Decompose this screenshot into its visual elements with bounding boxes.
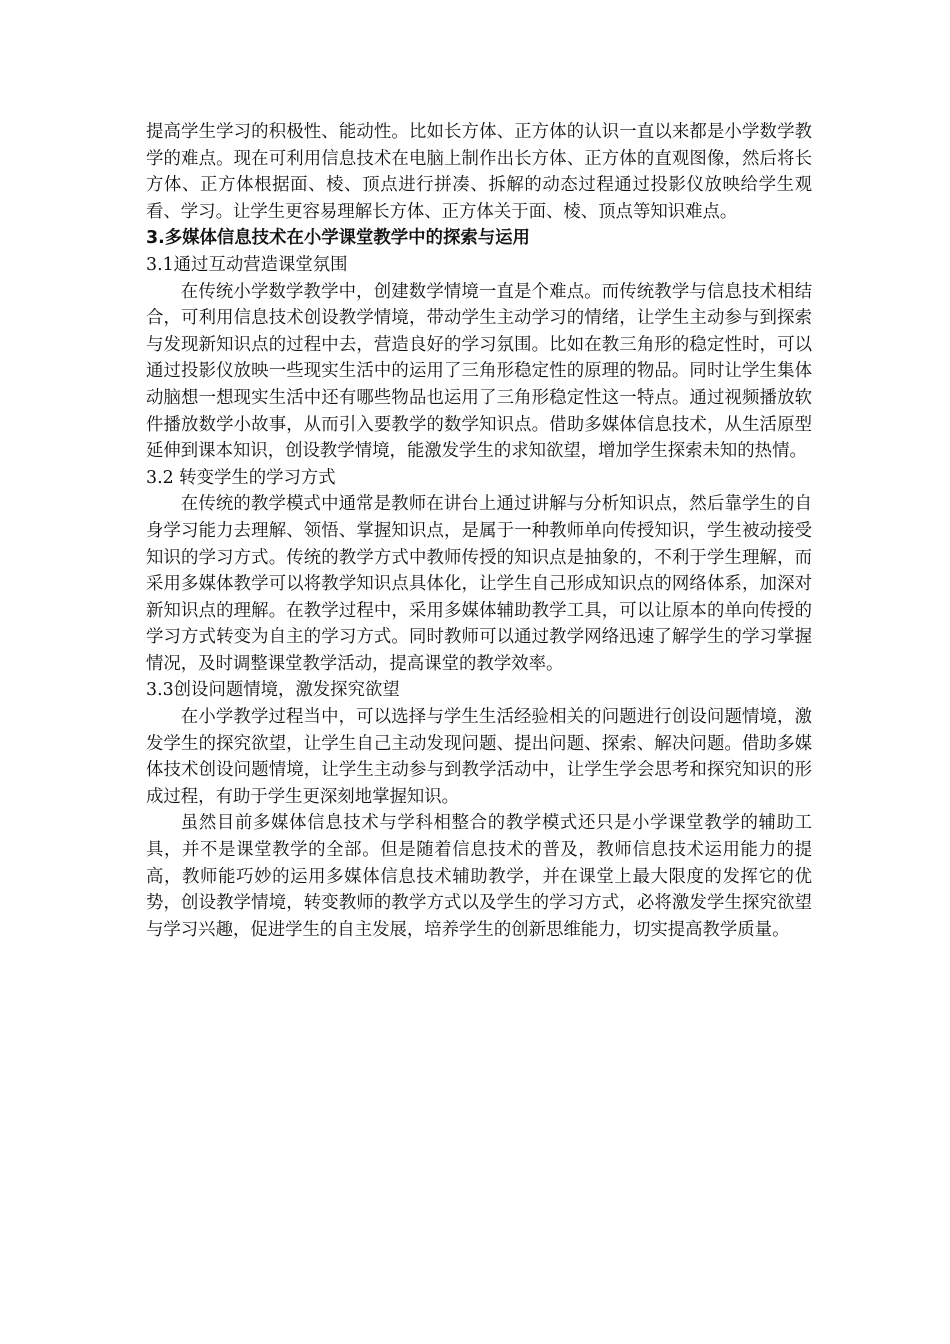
subsection-heading-3-3: 3.3创设问题情境，激发探究欲望	[146, 680, 400, 701]
section-heading-3: 3.多媒体信息技术在小学课堂教学中的探索与运用	[146, 228, 530, 249]
subsection-heading-3-2: 3.2 转变学生的学习方式	[146, 467, 336, 488]
paragraph-3-3: 在小学教学过程当中，可以选择与学生生活经验相关的问题进行创设问题情境，激发学生的探究欲望，让学生自己主动发现问题、提出问题、探索、解决问题。借助多媒体技术创设问题情境，让学生主动参与到教学活动中，让学生学会思考和探究知识的形成过程，有助于学生更深刻地掌握知识。	[146, 707, 812, 807]
subsection-heading-3-1: 3.1通过互动营造课堂氛围	[146, 254, 348, 275]
document-body	[146, 119, 812, 943]
conclusion-paragraph: 虽然目前多媒体信息技术与学科相整合的教学模式还只是小学课堂教学的辅助工具，并不是课堂教学的全部。但是随着信息技术的普及，教师信息技术运用能力的提高，教师能巧妙的运用多媒体信息技术辅助教学，并在课堂上最大限度的发挥它的优势，创设教学情境，转变教师的教学方式以及学生的学习方式，必将激发学生探究欲望与学习兴趣，促进学生的自主发展，培养学生的创新思维能力，切实提高教学质量。	[146, 813, 812, 940]
intro-paragraph: 提高学生学习的积极性、能动性。比如长方体、正方体的认识一直以来都是小学数学教学的难点。现在可利用信息技术在电脑上制作出长方体、正方体的直观图像，然后将长方体、正方体根据面、棱、顶点进行拼凑、拆解的动态过程通过投影仪放映给学生观看、学习。让学生更容易理解长方体、正方体关于面、棱、顶点等知识难点。	[146, 122, 812, 222]
paragraph-3-2: 在传统的教学模式中通常是教师在讲台上通过讲解与分析知识点，然后靠学生的自身学习能力去理解、领悟、掌握知识点，是属于一种教师单向传授知识，学生被动接受知识的学习方式。传统的教学方式中教师传授的知识点是抽象的，不利于学生理解，而采用多媒体教学可以将教学知识点具体化，让学生自己形成知识点的网络体系，加深对新知识点的理解。在教学过程中，采用多媒体辅助教学工具，可以让原本的单向传授的学习方式转变为自主的学习方式。同时教师可以通过教学网络迅速了解学生的学习掌握情况，及时调整课堂教学活动，提高课堂的教学效率。	[146, 494, 812, 674]
paragraph-3-1: 在传统小学数学教学中，创建数学情境一直是个难点。而传统教学与信息技术相结合，可利用信息技术创设教学情境，带动学生主动学习的情绪，让学生主动参与到探索与发现新知识点的过程中去，营造良好的学习氛围。比如在教三角形的稳定性时，可以通过投影仪放映一些现实生活中的运用了三角形稳定性的原理的物品。同时让学生集体动脑想一想现实生活中还有哪些物品也运用了三角形稳定性这一特点。通过视频播放软件播放数学小故事，从而引入要教学的数学知识点。借助多媒体信息技术，从生活原型延伸到课本知识，创设教学情境，能激发学生的求知欲望，增加学生探索未知的热情。	[146, 281, 812, 462]
